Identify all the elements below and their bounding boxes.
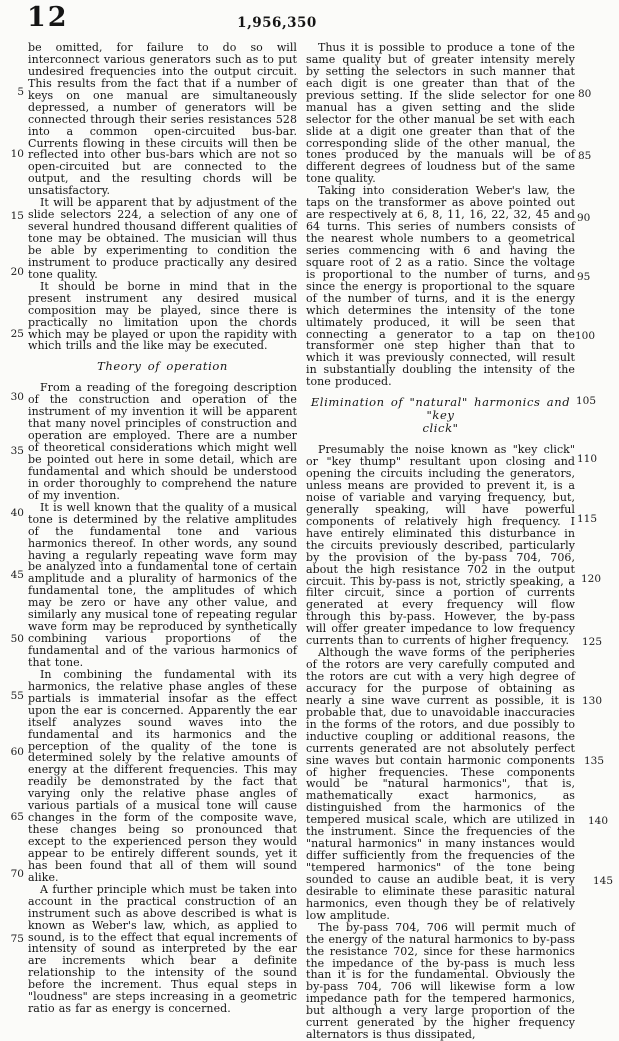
- paragraph: In combining the fundamental with its harmonics, the relative phase angles of these partials is immaterial insofar as the effect upon the ear is concerned. Apparently the ear itself analyzes sound waves into the fundamental and its harmonics and the perception of the quality of the tone is determined solely by the relative amounts of energy at the different frequencies. This may readily be demonstrated by the fact that varying only the relative phase angles of various partials of a musical tone will cause changes in the form of the composite wave, these changes being so pronounced that except to the experienced person they would appear to be entirely different sounds, yet it has been found that all of them will sound alike.: [28, 667, 297, 884]
- section-heading-line: click": [422, 421, 459, 436]
- paragraph: Presumably the noise known as "key click" or "key thump" resultant upon closing and opening the circuits including the generators, unless means are provided to prevent it, is a noise of variable and varying frequency, but, generally speaking, will have powerful components of relatively high frequency. I have entirely eliminated this disturbance in the circuits previously described, particularly by the provision of the by-pass 704, 706, about the high resistance 702 in the output circuit. This by-pass is not, strictly speaking, a filter circuit, since a portion of currents generated at every frequency will flow through this by-pass. However, the by-pass will offer greater impedance to low frequency currents than to currents of higher frequency.: [306, 443, 575, 648]
- line-number: 5: [17, 86, 24, 98]
- line-number: 10: [10, 148, 24, 160]
- left-column: [28, 42, 297, 1015]
- line-number: 100: [575, 330, 596, 342]
- paragraph: It will be apparent that by adjustment of the slide selectors 224, a selection of any one of several hundred thousand different qualities of tone may be obtained. The musician will thus be able by experimenting to condition the instrument to produce practically any desired tone quality.: [28, 196, 297, 281]
- line-number: 45: [10, 569, 24, 581]
- line-number: 60: [10, 746, 24, 758]
- paragraph: Taking into consideration Weber's law, the taps on the transformer as above pointed out are respectively at 6, 8, 11, 16, 22, 32, 45 and 64 turns. This series of numbers consists of the nearest whole numbers to a geometrical series commencing with 6 and having the square root of 2 as a ratio. Since the voltage is proportional to the number of turns, and since the energy is proportional to the square of the number of turns, and it is the energy which determines the intensity of the tone ultimately produced, it will be seen that connecting a generator to a tap on the transformer one step higher than that to which it was previously connected, will result in substantially doubling the intensity of the tone produced.: [306, 184, 575, 389]
- paragraph: It should be borne in mind that in the present instrument any desired musical composition may be played, since there is practically no limitation upon the chords which may be played or upon the rapidity with which trills and the like may be executed.: [28, 279, 297, 353]
- line-number: 80: [578, 88, 592, 100]
- line-number: 95: [577, 271, 591, 283]
- line-number: 65: [10, 811, 24, 823]
- line-number: 55: [10, 690, 24, 702]
- section-heading: Theory of operation: [97, 359, 228, 374]
- line-number: 110: [577, 453, 598, 465]
- line-number: 120: [581, 573, 602, 585]
- line-number: 50: [10, 633, 24, 645]
- paragraph: It is well known that the quality of a musical tone is determined by the relative amplitudes of the fundamental tone and various harmonics thereof. In other words, any sound having a regularly repeating wave form may be analyzed into a fundamental tone of certain amplitude and a plurality of harmonics of the fundamental tone, the amplitudes of which may be zero or have any other value, and similarly any musical tone of repeating regular wave form may be reproduced by synthetically combining various proportions of the fundamental and of the various harmonics of that tone.: [28, 500, 297, 669]
- line-number: 125: [582, 636, 603, 648]
- line-number: 105: [576, 395, 597, 407]
- line-number: 15: [10, 210, 24, 222]
- line-number: 75: [10, 933, 24, 945]
- line-number: 70: [10, 868, 24, 880]
- line-number: 145: [593, 875, 614, 887]
- line-number: 35: [10, 445, 24, 457]
- line-number: 130: [582, 695, 603, 707]
- paragraph: Although the wave forms of the peripheries of the rotors are very carefully computed and the rotors are cut with a very high degree of accuracy for the purpose of obtaining as nearly a sine wave current as possible, it is probable that, due to unavoidable inaccuracies in the forms of the rotors, and due possibly to inductive coupling or additional reasons, the currents generated are not absolutely perfect sine waves but contain harmonic components of higher frequencies. These components would be "natural harmonics", that is, mathematically exact harmonics, as distinguished from the harmonics of the tempered musical scale, which are utilized in the instrument. Since the frequencies of the "natural harmonics" in many instances would differ sufficiently from the frequencies of the "tempered harmonics" of the tone being sounded to cause an audible beat, it is very desirable to eliminate these parasitic natural harmonics, even though they be of relatively low amplitude.: [306, 646, 575, 922]
- line-number: 115: [577, 513, 598, 525]
- paragraph: A further principle which must be taken into account in the practical construction of an instrument such as above described is what is known as Weber's law, which, as applied to sound, is to the effect that equal increments of intensity of sound as interpreted by the ear are increments which bear a definite relationship to the intensity of the sound before the increment. Thus equal steps in "loudness" are steps increasing in a geometric ratio as far as energy is concerned.: [28, 882, 297, 1016]
- section-heading-line: Elimination of "natural" harmonics and "key: [310, 395, 571, 423]
- line-number: 20: [10, 266, 24, 278]
- section-heading: [306, 396, 575, 435]
- line-number: 140: [588, 815, 609, 827]
- line-number: 135: [584, 755, 605, 767]
- line-number: 40: [10, 507, 24, 519]
- line-number: 25: [10, 328, 24, 340]
- line-number: 30: [10, 391, 24, 403]
- paragraph: From a reading of the foregoing description of the construction and operation of the instrument of my invention it will be apparent that many novel principles of construction and operation are employed. There are a number of theoretical considerations which might well be pointed out here in some detail, which are fundamental and which should be understood in order thoroughly to comprehend the nature of my invention.: [28, 381, 297, 502]
- line-number: 85: [578, 150, 592, 162]
- patent-number: 1,956,350: [237, 15, 317, 31]
- paragraph: Thus it is possible to produce a tone of the same quality but of greater intensity merely by setting the selectors in such manner that each digit is one greater than that of the previous setting. If the slide selector for one manual has a given setting and the slide selector for the other manual be set with each slide at a digit one greater than that of the corresponding slide of the other manual, the tones produced by the manuals will be of different degrees of loudness but of the same tone quality.: [306, 41, 575, 186]
- page-number: 12: [27, 2, 69, 33]
- paragraph: The by-pass 704, 706 will permit much of the energy of the natural harmonics to by-pass the resistance 702, since for these harmonics the impedance of the by-pass is much less than it is for the fundamental. Obviously the by-pass 704, 706 will likewise form a low impedance path for the tempered harmonics, but although a very large proportion of the current generated by the higher frequency alternators is thus dissipated,: [306, 920, 575, 1041]
- right-column: [306, 42, 575, 1041]
- paragraph: be omitted, for failure to do so will interconnect various generators such as to put undesired frequencies into the output circuit. This results from the fact that if a number of keys on one manual are simultaneously depressed, a number of generators will be connected through their series resistances 528 into a common open-circuited bus-bar. Currents flowing in these circuits will then be reflected into other bus-bars which are not so open-circuited but are connected to the output, and the resulting chords will be unsatisfactory.: [28, 41, 297, 198]
- line-number: 90: [577, 212, 591, 224]
